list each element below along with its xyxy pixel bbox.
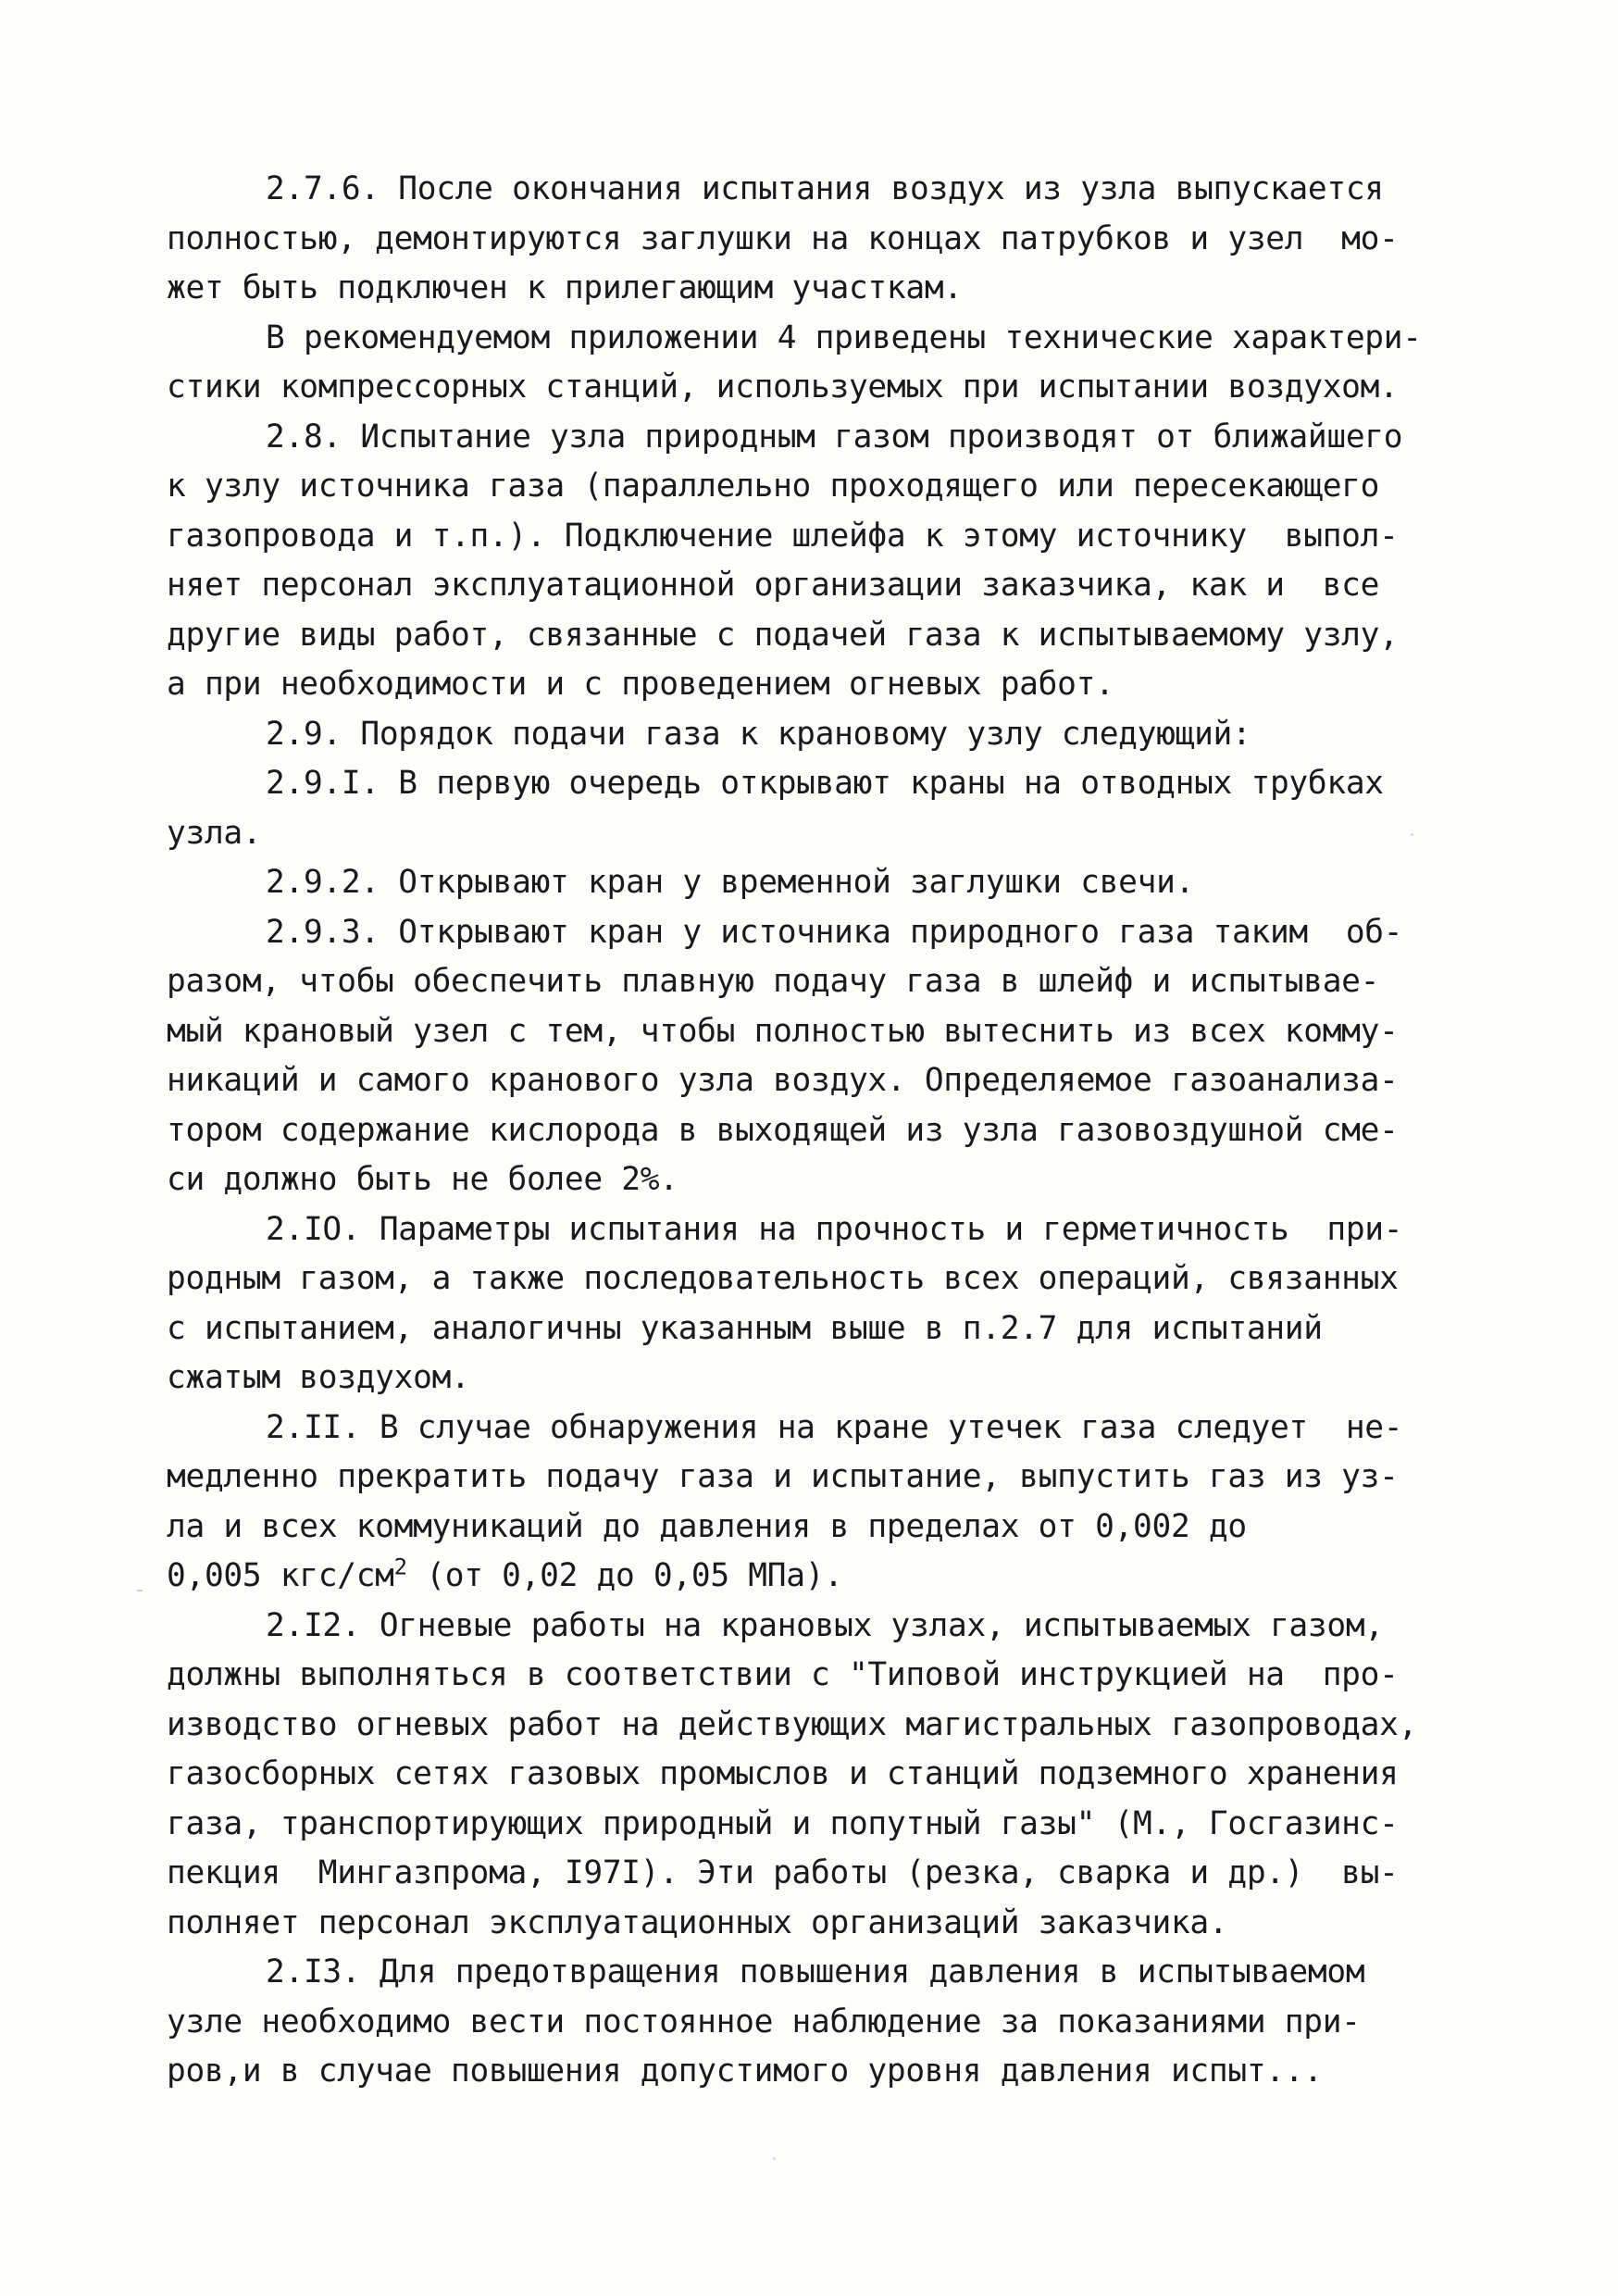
scan-dot (773, 2157, 776, 2160)
text-line: тором содержание кислорода в выходящей из узла газовоздушной сме- (167, 1111, 1399, 1149)
text-line: разом, чтобы обеспечить плавную подачу газа в шлейф и испытывае- (167, 963, 1380, 1000)
text-line: жет быть подключен к прилегающим участкам. (167, 269, 963, 306)
text-line-start: 0,005 кгс/см (167, 1557, 394, 1594)
text-line: полностью, демонтируются заглушки на концах патрубков и узел мо- (167, 219, 1399, 257)
text-line: 2.IO. Параметры испытания на прочность и герметичность при- (266, 1210, 1403, 1248)
scan-mark (137, 1590, 143, 1591)
text-line: ла и всех коммуникаций до давления в пределах от 0,002 до (167, 1507, 1247, 1545)
text-line: 2.7.6. После окончания испытания воздух из узла выпускается (266, 170, 1384, 207)
text-line: газа, транспортирующих природный и попутный газы" (М., Госгазинс- (167, 1804, 1399, 1842)
text-line: 2.9. Порядок подачи газа к крановому узлу следующий: (266, 715, 1251, 753)
text-line: газосборных сетях газовых промыслов и станций подземного хранения (167, 1755, 1399, 1792)
document-body (167, 165, 1481, 2097)
text-line: 2.II. В случае обнаружения на кране утечек газа следует не- (266, 1408, 1403, 1446)
text-line: си должно быть не более 2%. (167, 1161, 678, 1198)
text-line: 2.9.I. В первую очередь открывают краны на отводных трубках (266, 765, 1384, 802)
text-line: полняет персонал эксплуатационных организаций заказчика. (167, 1903, 1228, 1941)
text-line: к узлу источника газа (параллельно проходящего или пересекающего (167, 468, 1380, 505)
text-line: сжатым воздухом. (167, 1359, 470, 1396)
text-line: изводство огневых работ на действующих магистральных газопроводах, (167, 1705, 1418, 1743)
text-line-with-superscript (167, 1552, 1481, 1602)
text-line: родным газом, а также последовательность всех операций, связанных (167, 1260, 1399, 1297)
text-line: другие виды работ, связанные с подачей газа к испытываемому узлу, (167, 616, 1399, 654)
text-line: газопровода и т.п.). Подключение шлейфа к этому источнику выпол- (167, 517, 1399, 555)
text-line: 2.I2. Огневые работы на крановых узлах, испытываемых газом, (266, 1606, 1384, 1644)
superscript: 2 (393, 1554, 407, 1580)
text-line: 2.9.3. Открывают кран у источника природного газа таким об- (266, 913, 1403, 951)
text-line: 2.8. Испытание узла природным газом производят от ближайшего (266, 418, 1403, 455)
text-line: В рекомендуемом приложении 4 приведены технические характери- (266, 318, 1422, 356)
text-line: никаций и самого кранового узла воздух. Определяемое газоанализа- (167, 1062, 1399, 1099)
text-line: медленно прекратить подачу газа и испытание, выпустить газ из уз- (167, 1458, 1399, 1495)
text-line: узла. (167, 814, 262, 852)
text-line: няет персонал эксплуатационной организации заказчика, как и все (167, 567, 1380, 604)
text-line: должны выполняться в соответствии с "Типовой инструкцией на про- (167, 1656, 1399, 1693)
text-line: а при необходимости и с проведением огневых работ. (167, 666, 1114, 703)
text-line: мый крановый узел с тем, чтобы полностью вытеснить из всех комму- (167, 1012, 1399, 1050)
text-line: ров,и в случае повышения допустимого уровня давления испыт... (167, 2053, 1323, 2090)
text-line: пекция Мингазпрома, I97I). Эти работы (резка, сварка и др.) вы- (167, 1854, 1399, 1891)
text-line: стики компрессорных станций, используемых при испытании воздухом. (167, 368, 1399, 406)
text-line: 2.9.2. Открывают кран у временной заглушки свечи. (266, 864, 1195, 901)
text-line: 2.I3. Для предотвращения повышения давления в испытываемом (266, 1953, 1365, 1990)
scan-dot (1411, 833, 1413, 836)
text-line: с испытанием, аналогичны указанным выше в п.2.7 для испытаний (167, 1309, 1323, 1347)
text-line-end: (от 0,02 до 0,05 МПа). (406, 1557, 843, 1594)
text-line: узле необходимо вести постоянное наблюдение за показаниями при- (167, 2003, 1361, 2040)
